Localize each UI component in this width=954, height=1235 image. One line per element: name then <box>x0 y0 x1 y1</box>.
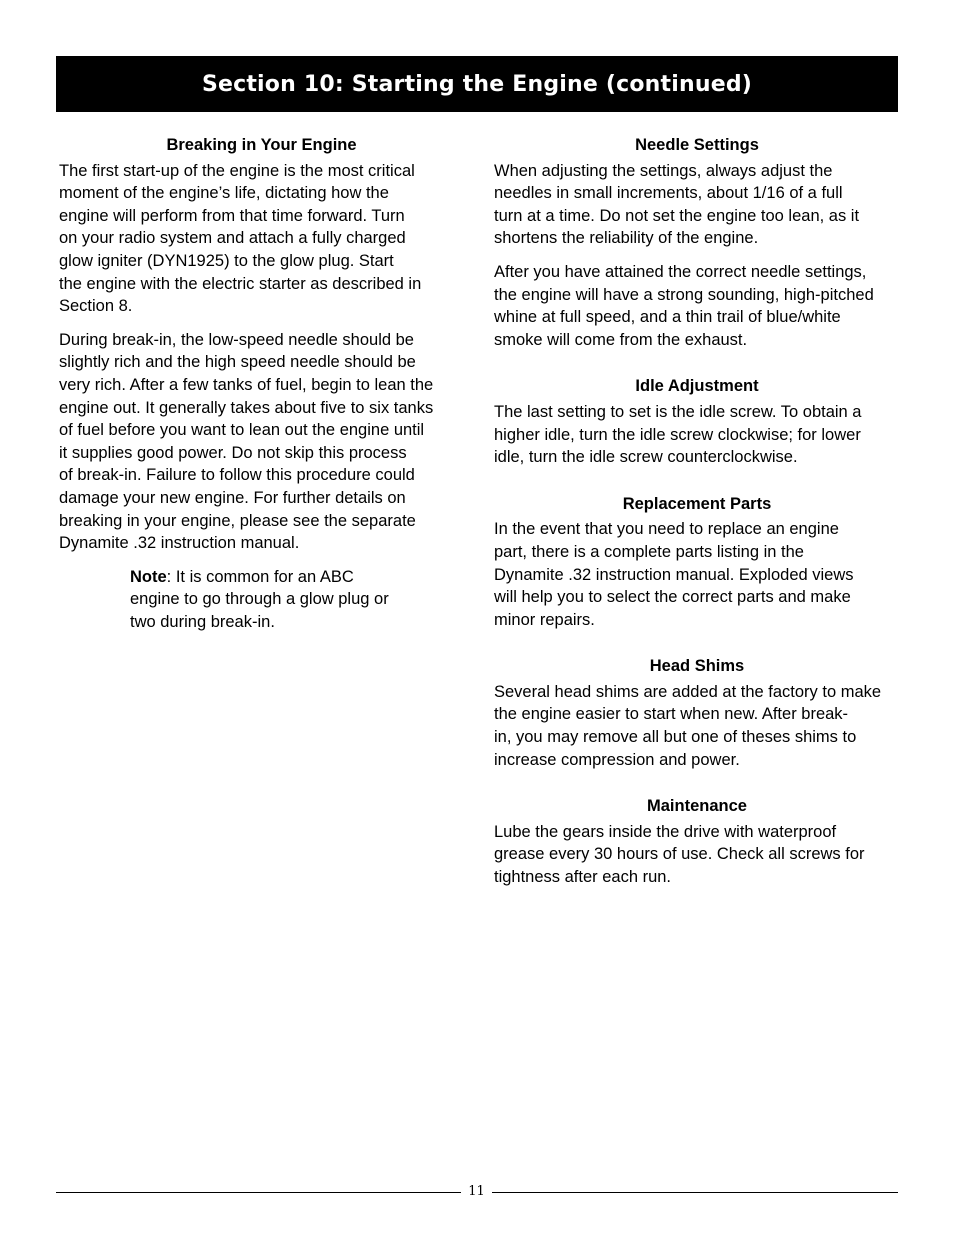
replacement-parts-heading: Replacement Parts <box>622 494 772 513</box>
head-shims-section <box>494 655 900 771</box>
needle-settings-heading: Needle Settings <box>635 136 759 154</box>
page-footer <box>56 1182 898 1202</box>
replacement-parts-section <box>494 493 900 632</box>
breaking-in-paragraph-1: The first start-up of the engine is the most critical moment of the engine’s life, dictating how the engine will perform from that time forward. Turn on your radio system and attach a fully charged glow igniter (DYN1925) to the glow plug. Start the engine with the electric starter as described in Section 8. <box>59 161 422 316</box>
page-number: 11 <box>468 1184 485 1199</box>
maintenance-heading: Maintenance <box>647 797 747 816</box>
head-shims-heading: Head Shims <box>649 657 745 676</box>
needle-settings-paragraph-1: When adjusting the settings, always adjust the needles in small increments, about 1/16 of a full turn at a time. Do not set the engine too lean, as it shortens the reliability of the engine. <box>494 161 860 248</box>
idle-adjustment-heading: Idle Adjustment <box>635 377 759 396</box>
right-column <box>494 134 900 913</box>
idle-adjustment-paragraph: The last setting to set is the idle screw. To obtain a higher idle, turn the idle screw clockwise; for lower idle, turn the idle screw counterclockwise. <box>494 402 862 467</box>
head-shims-paragraph: Several head shims are added at the factory to make the engine easier to start when new. After break- in, you may remove all but one of theses shims to increase compression and power. <box>494 682 882 769</box>
note-text: : It is common for an ABC engine to go through a glow plug or two during break-in. <box>130 567 389 631</box>
section-header-bar <box>56 56 898 112</box>
section-title: Section 10: Starting the Engine (continued) <box>201 71 753 97</box>
maintenance-paragraph: Lube the gears inside the drive with waterproof grease every 30 hours of use. Check all screws for tightness after each run. <box>494 822 865 887</box>
breaking-in-paragraph-2: During break-in, the low-speed needle should be slightly rich and the high speed needle should be very rich. After a few tanks of fuel, begin to lean the engine out. It generally takes about five to six tanks of fuel before you want to lean out the engine until it supplies good power. Do not skip this process of break-in. Failure to follow this procedure could damage your new engine. For further details on breaking in your engine, please see the separate Dynamite .32 instruction manual. <box>59 330 434 553</box>
note-label: Note <box>130 567 167 586</box>
maintenance-section <box>494 795 900 888</box>
idle-adjustment-section <box>494 375 900 468</box>
footer-rule-right <box>492 1192 898 1193</box>
breaking-in-heading: Breaking in Your Engine <box>166 136 357 154</box>
footer-rule-left <box>56 1192 461 1193</box>
left-column <box>59 134 464 633</box>
needle-settings-section <box>494 134 900 351</box>
note-block <box>130 566 420 634</box>
needle-settings-paragraph-2: After you have attained the correct needle settings, the engine will have a strong sounding, high-pitched whine at full speed, and a thin trail of blue/white smoke will come from the exhaust. <box>494 262 874 349</box>
replacement-parts-paragraph: In the event that you need to replace an engine part, there is a complete parts listing in the Dynamite .32 instruction manual. Exploded views will help you to select the correct parts and make minor repairs. <box>494 520 854 629</box>
